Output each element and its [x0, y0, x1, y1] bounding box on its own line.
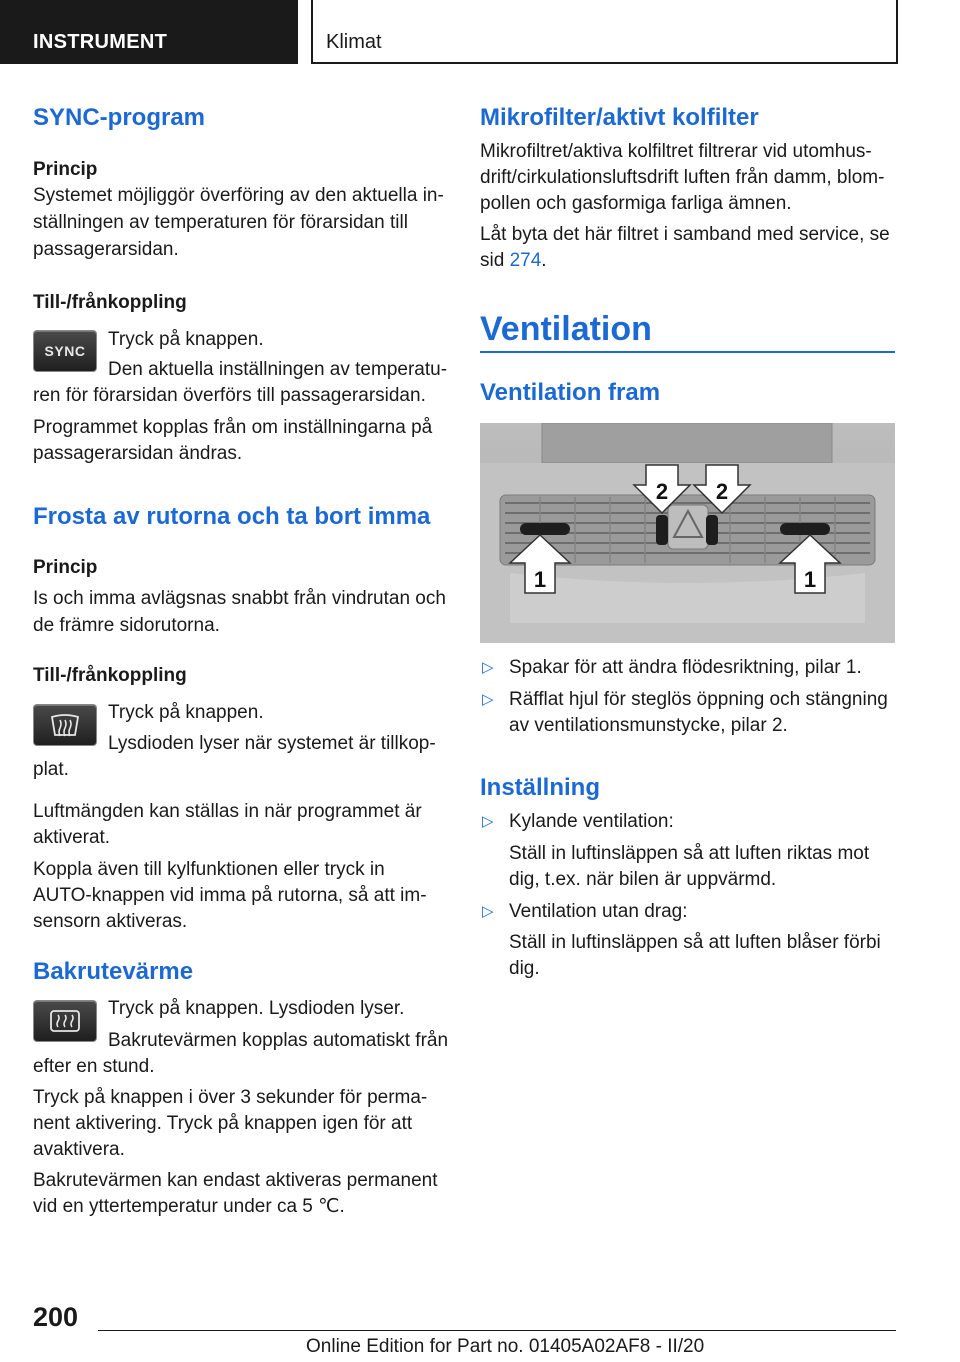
sync-toggle-heading: Till-/frånkoppling — [33, 292, 187, 313]
rear-perm-line-1: Tryck på knappen i över 3 sekunder för perma- — [33, 1087, 428, 1108]
header-chapter-box — [311, 0, 898, 64]
sync-principle-heading: Princip — [33, 159, 98, 180]
defrost-button-image — [33, 704, 97, 746]
defrost-cool-line-3: sensorn aktiveras. — [33, 911, 188, 932]
sync-button-image — [33, 330, 97, 372]
rear-temp-line-1: Bakrutevärmen kan endast aktiveras permanent — [33, 1170, 438, 1191]
sync-principle-line-2: ställningen av temperaturen för förarsidan till — [33, 212, 408, 233]
rear-press-text: Tryck på knappen. Lysdioden lyser. — [108, 998, 405, 1019]
footer-rule — [98, 1330, 896, 1331]
rear-window-defrost-icon — [34, 1001, 96, 1041]
setting-2-label: Ventilation utan drag: — [509, 901, 688, 922]
filter-line-3: pollen och gasformiga farliga ämnen. — [480, 193, 792, 214]
setting-1-label: Kylande ventilation: — [509, 811, 674, 832]
filter-line-1: Mikrofiltret/aktiva kolfiltret filtrerar vid utomhus- — [480, 141, 872, 162]
sync-principle-line-1: Systemet möjliggör överföring av den aktuella in- — [33, 185, 444, 206]
defrost-air-line-2: aktiverat. — [33, 827, 111, 848]
arrow-label-1-left: 1 — [533, 567, 547, 592]
rear-perm-line-2: nent aktivering. Tryck på knappen igen för att — [33, 1113, 413, 1134]
footer-edition: Online Edition for Part no. 01405A02AF8 - II/20 — [306, 1336, 705, 1357]
header-chapter-title: Klimat — [326, 31, 382, 53]
setting-title: Inställning — [480, 774, 600, 801]
windshield-defrost-icon — [34, 705, 96, 745]
defrost-toggle-heading: Till-/frånkoppling — [33, 665, 187, 686]
sync-desc-line-1: Den aktuella inställningen av temperatu- — [108, 359, 448, 380]
rear-title: Bakrutevärme — [33, 958, 194, 985]
arrow-label-2-right: 2 — [715, 479, 729, 504]
defrost-cool-line-2: AUTO-knappen vid imma på rutorna, så att im- — [33, 885, 427, 906]
sync-title: SYNC-program — [33, 104, 206, 131]
vent-bullet-1-line-1: Spakar för att ändra flödesriktning, pilar 1. — [509, 657, 862, 678]
defrost-principle-line-2: de främre sidorutorna. — [33, 615, 220, 636]
header-section-title: INSTRUMENT — [33, 31, 168, 53]
rear-auto-line-2: efter en stund. — [33, 1056, 155, 1077]
defrost-led-line-2: plat. — [33, 759, 69, 780]
rear-defrost-button-image — [33, 1000, 97, 1042]
defrost-cool-line-1: Koppla även till kylfunktionen eller tryck in — [33, 859, 385, 880]
sync-off-line-2: passagerarsidan ändras. — [33, 443, 243, 464]
vent-bullet-2-line-2: av ventilationsmunstycke, pilar 2. — [509, 715, 788, 736]
defrost-principle-line-1: Is och imma avlägsnas snabbt från vindrutan och — [33, 588, 446, 609]
vent-bullet-2-line-1: Räfflat hjul för steglös öppning och stängning — [509, 689, 888, 710]
arrow-label-2-left: 2 — [655, 479, 669, 504]
rear-temp-line-2: vid en yttertemperatur under ca 5 ℃. — [33, 1196, 345, 1217]
filter-line-2: drift/cirkulationsluftsdrift luften från damm, blom- — [480, 167, 885, 188]
filter-service-suffix: . — [541, 250, 547, 271]
bullet-triangle-icon: ▷ — [482, 659, 494, 676]
filter-service-prefix: sid — [480, 250, 510, 271]
bullet-triangle-icon: ▷ — [482, 691, 494, 708]
rear-auto-line-1: Bakrutevärmen kopplas automatiskt från — [108, 1030, 449, 1051]
sync-off-line-1: Programmet kopplas från om inställningarna på — [33, 417, 433, 438]
filter-service-line-1: Låt byta det här filtret i samband med service, se — [480, 224, 890, 245]
ventilation-title: Ventilation — [480, 310, 652, 348]
defrost-principle-heading: Princip — [33, 557, 98, 578]
page-274-link[interactable]: 274 — [509, 250, 542, 271]
defrost-title: Frosta av rutorna och ta bort imma — [33, 503, 431, 530]
front-vent-photo — [480, 423, 895, 643]
page-number: 200 — [33, 1302, 79, 1332]
defrost-led-line-1: Lysdioden lyser när systemet är tillkop- — [108, 733, 436, 754]
sync-desc-line-2: ren för förarsidan överförs till passagerarsidan. — [33, 385, 426, 406]
front-vent-illustration — [480, 423, 895, 643]
sync-principle-line-3: passagerarsidan. — [33, 239, 179, 260]
setting-2-line-1: Ställ in luftinsläppen så att luften blåser förbi — [509, 932, 881, 953]
bullet-triangle-icon: ▷ — [482, 813, 494, 830]
sync-press-text: Tryck på knappen. — [108, 329, 264, 350]
rear-perm-line-3: avaktivera. — [33, 1139, 125, 1160]
bullet-triangle-icon: ▷ — [482, 903, 494, 920]
ventilation-front-title: Ventilation fram — [480, 379, 661, 406]
filter-service-line-2 — [480, 248, 547, 274]
defrost-air-line-1: Luftmängden kan ställas in när programmet är — [33, 801, 422, 822]
filter-title: Mikrofilter/aktivt kolfilter — [480, 104, 759, 131]
arrow-label-1-right: 1 — [803, 567, 817, 592]
setting-1-line-2: dig, t.ex. när bilen är uppvärmd. — [509, 869, 777, 890]
sync-button-label: SYNC — [44, 343, 86, 359]
setting-2-line-2: dig. — [509, 958, 540, 979]
defrost-press-text: Tryck på knappen. — [108, 702, 264, 723]
ventilation-title-rule — [480, 351, 895, 353]
setting-1-line-1: Ställ in luftinsläppen så att luften riktas mot — [509, 843, 870, 864]
